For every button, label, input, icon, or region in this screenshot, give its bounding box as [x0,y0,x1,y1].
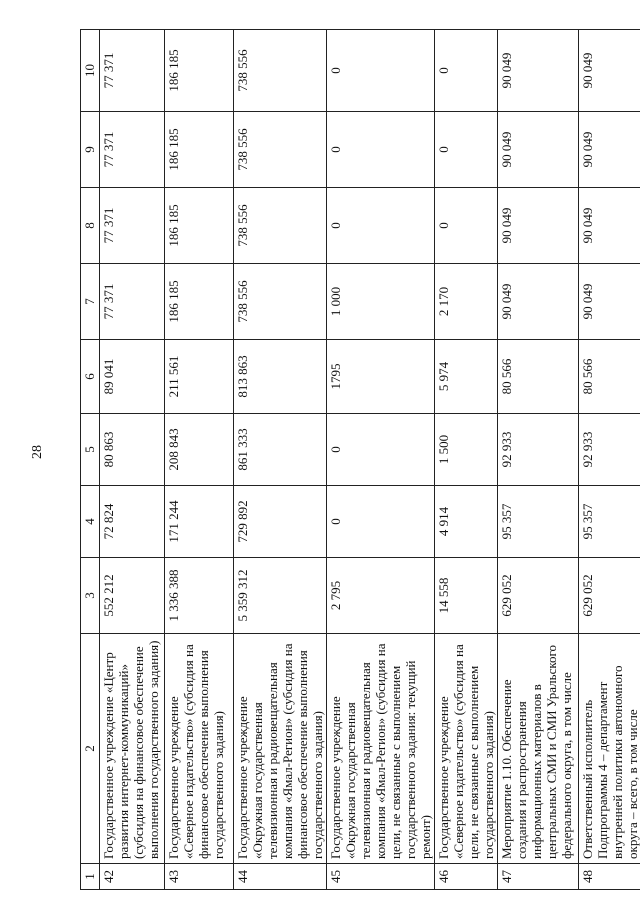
budget-table [80,29,640,890]
column-header-1: 1 [81,864,100,890]
row-description: Мероприятие 1.10. Обеспечение создания и распространения информационных материалов в центральных СМИ и СМИ Уральского федерального округа, в том числе [498,634,579,864]
row-description: Государственное учреждение «Окружная государственная телевизионная и радиовещательная компания «Ямал-Регион» (субсидия на цели, не связанные с выполнением государственного задания: текущий ремонт) [327,634,435,864]
column-header-6: 6 [81,340,100,414]
column-header-7: 7 [81,264,100,340]
value-cell: 90 049 [498,264,579,340]
value-cell: 92 933 [498,414,579,486]
column-header-4: 4 [81,486,100,558]
value-cell: 0 [327,112,435,188]
column-header-2: 2 [81,634,100,864]
value-cell: 813 863 [234,340,327,414]
value-cell: 89 041 [100,340,165,414]
value-cell: 1 500 [435,414,498,486]
value-cell: 186 185 [165,112,234,188]
value-cell: 90 049 [579,188,640,264]
row-description: Государственное учреждение «Северное издательство» (субсидия на цели, не связанные с выполнением государственного задания) [435,634,498,864]
value-cell: 14 558 [435,558,498,634]
row-number: 42 [100,864,165,890]
table-row [579,30,640,890]
value-cell: 0 [327,486,435,558]
value-cell: 90 049 [579,264,640,340]
value-cell: 2 170 [435,264,498,340]
value-cell: 0 [327,30,435,112]
row-number: 45 [327,864,435,890]
value-cell: 80 566 [579,340,640,414]
value-cell: 90 049 [579,112,640,188]
table-row [498,30,579,890]
column-header-9: 9 [81,112,100,188]
header-row [81,30,100,890]
value-cell: 90 049 [579,30,640,112]
value-cell: 629 052 [498,558,579,634]
value-cell: 552 212 [100,558,165,634]
value-cell: 629 052 [579,558,640,634]
column-header-5: 5 [81,414,100,486]
column-header-3: 3 [81,558,100,634]
value-cell: 211 561 [165,340,234,414]
table-row [234,30,327,890]
value-cell: 95 357 [498,486,579,558]
value-cell: 186 185 [165,264,234,340]
value-cell: 77 371 [100,30,165,112]
value-cell: 186 185 [165,188,234,264]
rotated-table-wrapper [80,30,640,890]
value-cell: 92 933 [579,414,640,486]
row-description: Государственное учреждение «Центр развития интернет-коммуникаций» (субсидия на финансовое обеспечение выполнения государственного задания) [100,634,165,864]
value-cell: 0 [435,112,498,188]
value-cell: 171 244 [165,486,234,558]
table-row [327,30,435,890]
column-header-10: 10 [81,30,100,112]
value-cell: 80 566 [498,340,579,414]
value-cell: 5 974 [435,340,498,414]
value-cell: 95 357 [579,486,640,558]
value-cell: 4 914 [435,486,498,558]
value-cell: 90 049 [498,188,579,264]
value-cell: 208 843 [165,414,234,486]
value-cell: 0 [435,30,498,112]
column-header-8: 8 [81,188,100,264]
value-cell: 5 359 312 [234,558,327,634]
value-cell: 90 049 [498,30,579,112]
row-number: 47 [498,864,579,890]
row-description: Государственное учреждение «Окружная государственная телевизионная и радиовещательная компания «Ямал-Регион» (субсидия на финансовое обеспечение выполнения государственного задания) [234,634,327,864]
value-cell: 0 [327,188,435,264]
value-cell: 738 556 [234,112,327,188]
value-cell: 861 333 [234,414,327,486]
table-row [165,30,234,890]
value-cell: 77 371 [100,112,165,188]
table-row [435,30,498,890]
row-number: 43 [165,864,234,890]
value-cell: 738 556 [234,30,327,112]
row-number: 44 [234,864,327,890]
value-cell: 80 863 [100,414,165,486]
row-number: 46 [435,864,498,890]
value-cell: 77 371 [100,188,165,264]
row-description: Ответственный исполнитель Подпрограммы 4 – департамент внутренней политики автономного округа – всего, в том числе [579,634,640,864]
value-cell: 186 185 [165,30,234,112]
value-cell: 90 049 [498,112,579,188]
table-row [100,30,165,890]
value-cell: 77 371 [100,264,165,340]
value-cell: 72 824 [100,486,165,558]
value-cell: 738 556 [234,188,327,264]
value-cell: 1795 [327,340,435,414]
value-cell: 729 892 [234,486,327,558]
value-cell: 1 000 [327,264,435,340]
row-number: 48 [579,864,640,890]
row-description: Государственное учреждение «Северное издательство» (субсидия на финансовое обеспечение выполнения государственного задания) [165,634,234,864]
page-number: 28 [30,445,45,459]
value-cell: 0 [435,188,498,264]
value-cell: 0 [327,414,435,486]
value-cell: 2 795 [327,558,435,634]
value-cell: 738 556 [234,264,327,340]
value-cell: 1 336 388 [165,558,234,634]
